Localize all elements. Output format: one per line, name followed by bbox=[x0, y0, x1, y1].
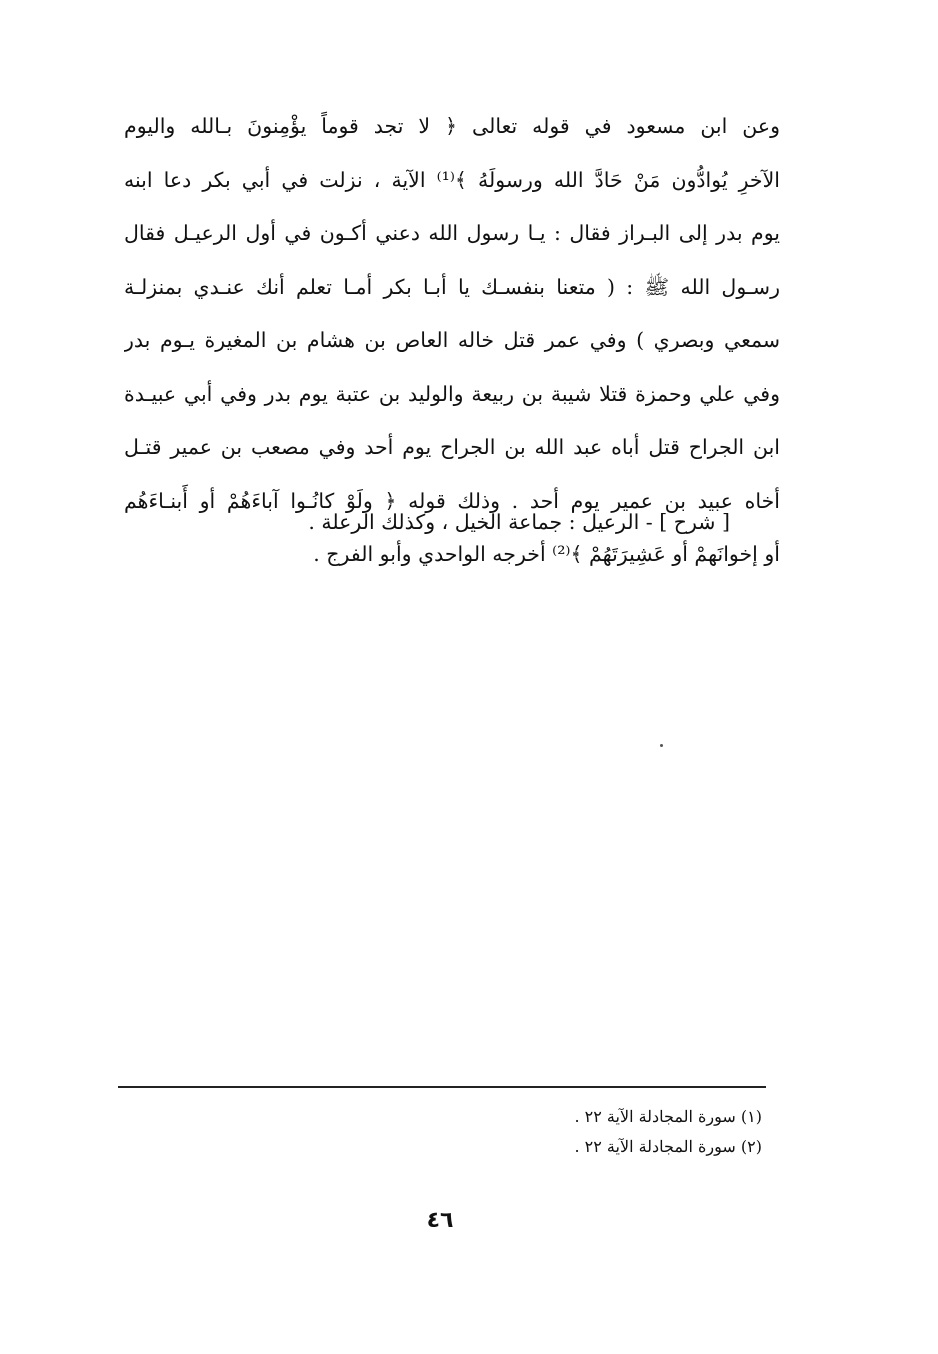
footnote: (٢) سورة المجادلة الآية ٢٢ . bbox=[574, 1137, 762, 1156]
text-line: الآخرِ يُوادُّون مَنْ حَادَّ الله ورسولَهُ ﴾⁽¹⁾ الآية ، نزلت في أبي بكر دعا ابنه bbox=[124, 167, 780, 192]
footnotes bbox=[400, 1102, 762, 1162]
text-line: سمعي وبصري ) وفي عمر قتل خاله العاص بن هشام بن المغيرة يـوم بدر bbox=[124, 328, 780, 352]
text-line: وفي علي وحمزة قتلا شيبة بن ربيعة والوليد بن عتبة يوم بدر وفي أبي عبيـدة bbox=[124, 381, 780, 406]
text-line: رسـول الله ﷺ : ( متعنا بنفسـك يا أبـا بكر أمـا تعلم أنك عنـدي بمنزلـة bbox=[124, 274, 780, 299]
footnote: (١) سورة المجادلة الآية ٢٢ . bbox=[574, 1107, 762, 1126]
text-line: وعن ابن مسعود في قوله تعالى ﴿ لا تجد قوماً يؤْمِنونَ بـالله واليوم bbox=[124, 114, 780, 138]
page-number: ٤٦ bbox=[426, 1208, 454, 1233]
text-line: أو إخوانَهمْ أو عَشِيرَتَهُمْ ﴾⁽²⁾ أخرجه الواحدي وأبو الفرج . bbox=[313, 542, 780, 566]
text-line: ابن الجراح قتل أباه عبد الله بن الجراح يوم أحد وفي مصعب بن عمير قتـل bbox=[124, 435, 780, 459]
footnote-divider bbox=[118, 1086, 766, 1088]
text-line: أخاه عبيد بن عمير يوم أحد . وذلك قوله ﴿ ولَوْ كانُـوا آباءَهُمْ أو أَبنـاءَهُم bbox=[124, 488, 780, 513]
scan-speck bbox=[660, 744, 663, 747]
text-line: يوم بدر إلى البـراز فقال : يـا رسول الله دعني أكـون في أول الرعيـل فقال bbox=[124, 221, 780, 245]
explanation-note: [ شرح ] - الرعيل : جماعة الخيل ، وكذلك الرعلة . bbox=[308, 510, 730, 534]
